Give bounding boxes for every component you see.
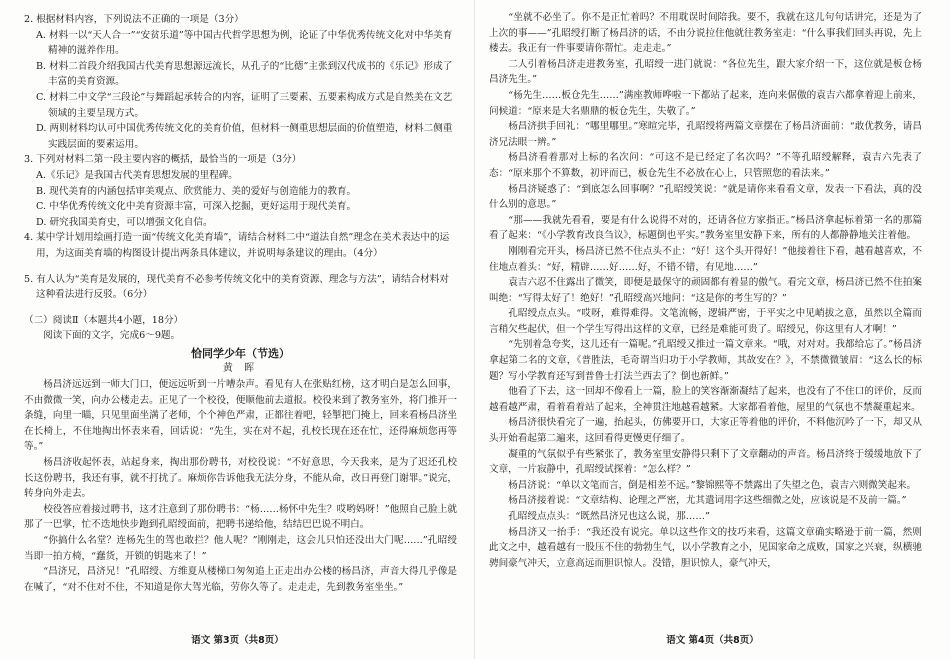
story-paragraph: 他看了下去，这一回却不像看上一篇，脸上的笑容渐渐凝结了起来，也没有了不住口的评价，反而越看越严肃，看着看着站了起来，全神贯注地越看越紧。大家都看着他，屋里的气氛也不禁凝重起来。: [489, 386, 922, 413]
q3-option-c: C. 中华优秀传统文化中美育资源丰富，可深入挖掘，更好运用于现代美育。: [36, 201, 357, 213]
q2-stem: 2. 根据材料内容，下列说法不正确的一项是（3分）: [24, 14, 244, 25]
q4-stem: 4. 某中学计划用绘画打造一面“传统文化美育墙”，请结合材料二中“道法自然”理念在美术表达中的运用，为这面美育墙的构图设计提出两条具体建议，并说明每条建议的理由。（4分）: [24, 232, 450, 259]
story-paragraph: 杨昌济看着那对上标的名次问：“可这不是已经定了名次吗？”不等孔昭绶解释，袁吉六先表了态：“原来那个不算数，初评而已，板仓先生不必放在心上，只管照您的看法来。”: [489, 152, 922, 179]
q2-option-a: A. 材料一以“天人合一”“安贫乐道”等中国古代哲学思想为例，论证了中华优秀传统文化对中华美育精神的滋养作用。: [36, 29, 453, 57]
story-paragraph: “昌济兄，昌济兄！”孔昭绶、方维夏从楼梯口匆匆追上正走出办公楼的杨昌济，声音大得几乎像是在喊了，“对不住对不住，不知道是你大驾光临，劳你久等了。走走走，先到教务室坐坐。”: [24, 566, 457, 593]
story-paragraph: 孔昭绶点点头：“既然昌济兄也这么说，那……”: [508, 511, 710, 522]
story-paragraph: 孔昭绶点点头。“哎呀，难得难得。文笔流畅，逻辑严密，于平实之中见峭拔之意，虽然以全篇而言稍欠些起伏，但一个学生写得出这样的文章，已经是难能可贵了。昭绶兄，你这里有人才啊！”: [489, 308, 922, 335]
q2-option-c: C. 材料二中文学“三段论”与舞蹈起承转合的内容，证明了三要素、五要素构成方式是自然美在文艺领域的主要呈现方式。: [36, 91, 453, 119]
story-paragraph: 刚刚看完开头，杨昌济已然不住点头不止：“好！这个头开得好！”他接着往下看，越看越喜欢，不住地点着头：“好，精辟……好……好，不错不错，有见地……”: [489, 245, 922, 273]
story-title: 恰同学少年（节选）: [191, 346, 290, 360]
q3-option-b: B. 现代美育的内涵包括审美观点、欣赏能力、美的爱好与创造能力的教育。: [36, 185, 357, 197]
q3-option-a: A.《乐记》是我国古代美育思想发展的里程碑。: [36, 169, 238, 181]
right-page: [475, 0, 950, 659]
story-paragraph: 袁吉六忍不住露出了微笑，即便是最保守的顽固都有着显的傲气。看完文章，杨昌济已然不住拍案叫绝：“写得太好了！绝好！”孔昭绶高兴地问：“这是你的考生写的？”: [489, 277, 922, 304]
story-paragraph: 杨昌济拱手回礼：“哪里哪里。”寒暄完毕，孔昭绶将两篇文章摆在了杨昌济面前：“敢优教务，请昌济兄法眼一辨。”: [489, 121, 922, 148]
story-paragraph: 杨昌济说：“单以文笔而言，倒是相差不远。”黎锦熙等不禁露出了失望之色，袁吉六则微笑起来。: [508, 479, 917, 491]
story-paragraph: 杨昌济很快看完了一遍，抬起头，仿佛要开口，大家正等着他的评价，不料他沉吟了一下，却又从头开始看起第二遍来，这回看得更慢更仔细了。: [489, 417, 922, 445]
story-paragraph: 二人引着杨昌济走进教务室，孔昭绶一进门就说：“各位先生，跟大家介绍一下，这位就是板仓杨昌济先生。”: [489, 58, 922, 86]
story-author: 黄 晖: [222, 363, 259, 375]
story-paragraph: 凝重的气氛似乎有些紧张了，教务室里安静得只剩下了文章翻动的声音。杨昌济终于缓缓地放下了文章，一片寂静中，孔昭绶试探着：“怎么样？”: [489, 448, 922, 476]
q3-stem: 3. 下列对材料二第一段主要内容的概括，最恰当的一项是（3分）: [24, 154, 302, 166]
story-paragraph: 杨昌济疑惑了：“到底怎么回事啊？”孔昭绶笑说：“就是请你来看看文章，发表一下看法，真的没什么别的意思。”: [489, 183, 922, 211]
story-paragraph: 杨昌济收起怀表，站起身来，掏出那份聘书，对校役说：“不好意思，今天我来，是为了迟还孔校长这份聘书，我还有事，就不打扰了。麻烦你告诉他我无法分身，不能从命，改日再登门谢罪。”说完，转身向外走去。: [24, 457, 457, 500]
page-footer-left: 语文 第3页（共8页）: [191, 635, 284, 647]
story-paragraph: “那——我就先看看，要是有什么说得不对的，还请各位方家指正。”杨昌济拿起标着第一名的那篇看了起来：“《小学教育改良刍议》，标题倒也平实。”教务室里安静下来，所有的人都静静地关注着他。: [489, 214, 922, 242]
story-paragraph: “坐就不必坐了。你不是正忙着吗？不用耽误时间陪我。要不，我就在这儿句句话讲完，还是为了上次的事——”孔昭绶打断了杨昌济的话，不由分说拉住他就往教务室走：“什么事我们回头再说，先上楼去。我正有一件事要请你帮忙。走走走。”: [489, 12, 922, 55]
q2-option-b: B. 材料二首段介绍我国古代美育思想源远流长，从孔子的“比德”主张到汉代成书的《乐记》形成了丰富的美育资源。: [36, 60, 453, 88]
story-paragraph: 校役答应着接过聘书，这才注意到了那份聘书：“杨……杨怀中先生？哎哟妈呀！”他照自己脸上就那了一巴掌，忙不迭地快步跑到孔昭绶面前，把聘书递给他，结结巴巴说不明白。: [24, 503, 457, 531]
story-paragraph: 杨昌济远远到一师大门口，便远远听到一片嘈杂声。看见有人在张贴红榜，这才明白是怎么回事，不由微微一笑，向办公楼走去。正见了一个校役，便顺他前去道报。校役来到了教务室外，将门推开一条缝，向里一瞄，只见里面坐满了老师，个个神色严肃，正都往着吧，轻掣把门掩上，回来看杨昌济坐在长椅上，不住地掏出怀表来看，回话说：“先生，实在对不起，孔校长现在还在忙，还得麻烦您再等等。”: [24, 379, 457, 453]
story-paragraph: “先别着急夸奖，这儿还有一篇呢。”孔昭绶又推过一篇文章来。“哦，对对对。我都给忘了。”杨昌济拿起第二名的文章，《普胜法，毛奇谓当归功于小学教师，其故安在？》，不禁微微皱眉：“这么长的标题？写小学教育还写到普鲁士打法兰西去了？倒也新鲜。”: [489, 339, 922, 382]
q2-option-d: D. 两则材料均认可中国优秀传统文化的美育价值，但材料一侧重思想层面的价值塑造，材料二侧重实践层面的要素运用。: [36, 123, 453, 150]
story-paragraph: 杨昌济又一抬手：“我还没有说完。单以这些作文的技巧来看，这篇文章确实略逊于前一篇，然则此文之中，越看越有一股压不住的勃勃生气，以小学教育之小，见国家命之成败，国家之兴衰，纵横驰骋间豪气冲天，立意高远而胆识惊人。没错，胆识惊人，豪气冲天，: [489, 526, 922, 569]
page-footer-right: 语文 第4页（共8页）: [666, 635, 759, 647]
story-paragraph: 杨昌济接着说：“文章结构、论理之严密，尤其遣词用字这些细微之处，应该说是不及前一篇。”: [508, 495, 907, 507]
story-paragraph: “你搞什么名堂？连杨先生的驾也敢拦？他人呢？”刚刚走，这会儿只怕还没出大门呢……”孔昭绶当即一拍方椅，“蠢货，开锁的钥匙来了！”: [24, 535, 457, 562]
reading-instruction: 阅读下面的文字，完成6～9题。: [43, 330, 181, 342]
section-heading: （二）阅读Ⅱ（本题共4小题，18分）: [24, 314, 184, 326]
story-paragraph: “杨先生……板仓先生……”满座教师哗啦一下都站了起来，连向来倨傲的袁吉六都拿着迎上前来，问候道：“原来是大名鼎鼎的板仓先生，失敬了。”: [489, 89, 922, 117]
q3-option-d: D. 研究我国美育史，可以增强文化自信。: [36, 216, 213, 228]
q5-stem: 5. 有人认为“美育是发展的，现代美育不必参考传统文化中的美育资源、理念与方法”，请结合材料对这种看法进行反驳。（6分）: [24, 273, 449, 301]
